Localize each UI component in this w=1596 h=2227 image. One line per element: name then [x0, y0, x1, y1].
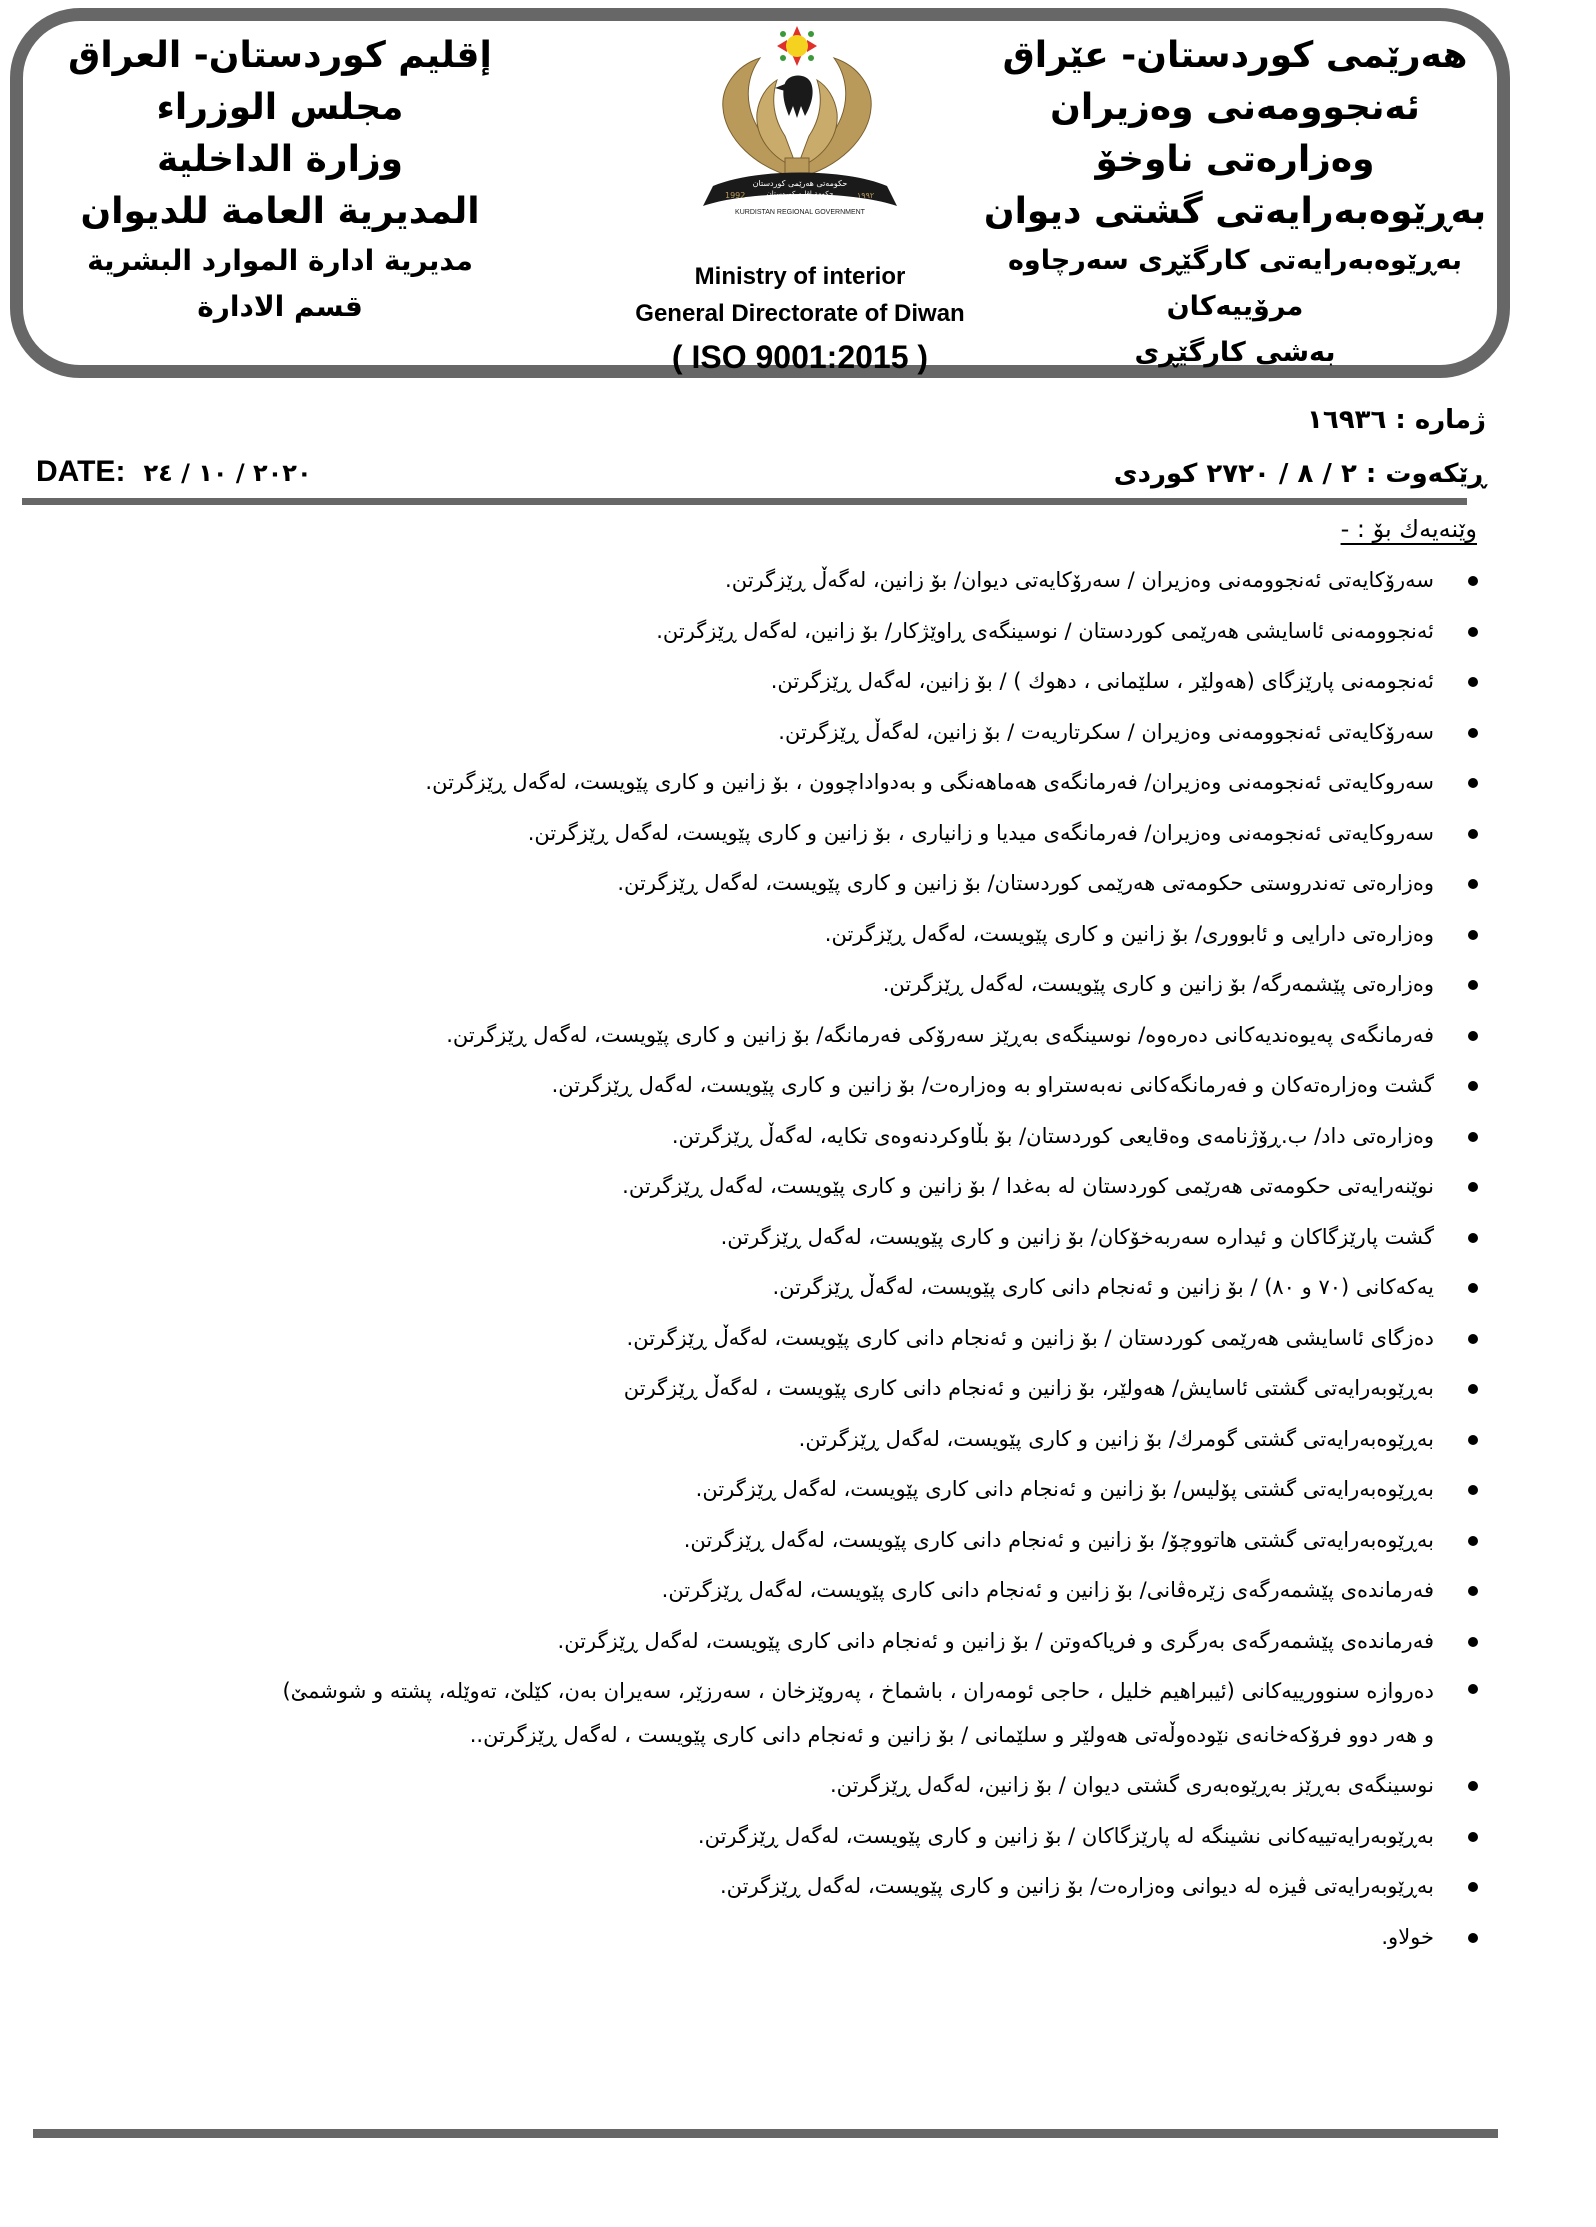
copy-to-item [6, 959, 1486, 1010]
copy-to-item [6, 656, 1486, 707]
bullet-icon [1468, 1485, 1478, 1495]
bullet-icon [1468, 1684, 1478, 1694]
copy-to-item-text: بەڕێوەبەرایەتی گشتی پۆلیس/ بۆ زانین و ئەنجام دانی کاری پێویست، لەگەل ڕێزگرتن. [695, 1477, 1434, 1501]
copy-to-item-text: وەزارەتی داد/ ب.ڕۆژنامەی وەقایعی کوردستان/ بۆ بڵاوکردنەوەی تکایە، لەگەڵ ڕێزگرتن. [671, 1123, 1434, 1148]
arabic-region: إقليم كوردستان- العراق [68, 35, 492, 76]
copy-to-item [6, 808, 1486, 859]
ministry-name-english: Ministry of interior [694, 263, 906, 290]
kurdistan-regional-government-emblem-icon [685, 18, 915, 218]
copy-to-item [6, 1414, 1486, 1465]
copy-to-item-text: وەزارەتی تەندروستی حکومەتی هەرێمی کوردستان/ بۆ زانین و کاری پێویست، لەگەل ڕێزگرتن. [617, 871, 1434, 895]
kurdish-date: ڕێکەوت : ٢ / ٨ / ٢٧٢٠ کوردی [1113, 459, 1486, 489]
kurdish-ministry: وەزارەتی ناوخۆ [1095, 139, 1375, 180]
copy-to-item-text: بەڕێوبەرایەتی ڤیزە لە دیوانی وەزارەت/ بۆ زانین و کاری پێویست، لەگەل ڕێزگرتن. [720, 1874, 1434, 1898]
copy-to-item-text: وەزارەتی پێشمەرگە/ بۆ زانین و کاری پێویست، لەگەل ڕێزگرتن. [882, 972, 1434, 996]
copy-to-item-text: ئەنجومەنی پارێزگای (هەولێر ، سلێمانی ، دهوك ) / بۆ زانین، لەگەل ڕێزگرتن. [770, 669, 1434, 693]
arabic-directorate: المديرية العامة للديوان [80, 191, 480, 232]
copy-to-item-text: بەڕێوبەرایەتی گشتی ئاسایش/ هەولێر، بۆ زانین و ئەنجام دانی کاری پێویست ، لەگەڵ ڕێزگرتن [623, 1376, 1434, 1400]
kurdish-region: هەرێمی کوردستان- عێراق [1002, 35, 1468, 76]
copy-to-item [6, 1464, 1486, 1515]
bullet-icon [1468, 1435, 1478, 1445]
copy-to-item-text: گشت وەزارەتەکان و فەرمانگەکانی نەبەستراو بە وەزارەت/ بۆ زانین و کاری پێویست، لەگەل ڕێزگرتن. [551, 1073, 1434, 1097]
kurdish-section: بەشی کارگێڕی [1134, 337, 1336, 368]
ribbon-banner [703, 173, 897, 217]
arabic-hr-directorate: مديرية ادارة الموارد البشرية [87, 244, 473, 277]
copy-to-item [6, 1861, 1486, 1912]
letterhead-center [590, 18, 1010, 380]
emblem-ribbon-arabic: حكومة إقليم كوردستان [766, 190, 834, 198]
emblem-year-left: 1992 [725, 191, 746, 200]
emblem-year-right: ١٩٩٢ [857, 191, 875, 200]
copy-to-item [6, 1111, 1486, 1162]
copy-to-item [6, 1565, 1486, 1616]
copy-to-item-text: ئەنجوومەنی ئاسایشی هەرێمی کوردستان / نوسینگەی ڕاوێژکار/ بۆ زانین، لەگەل ڕێزگرتن. [656, 618, 1434, 643]
bullet-icon [1468, 1182, 1478, 1192]
bullet-icon [1468, 1334, 1478, 1344]
bullet-icon [1468, 778, 1478, 788]
bullet-icon [1468, 829, 1478, 839]
kurdish-directorate: بەڕێوەبەرایەتی گشتی دیوان [983, 191, 1487, 232]
copy-to-item [6, 909, 1486, 960]
reference-block [1114, 398, 1486, 496]
copy-to-item [6, 1760, 1486, 1811]
letterhead-arabic [65, 30, 495, 330]
bullet-icon [1468, 1586, 1478, 1596]
copy-to-item [6, 1811, 1486, 1862]
iso-certification: ( ISO 9001:2015 ) [671, 339, 929, 375]
bullet-icon [1468, 1384, 1478, 1394]
copy-to-item-text: نوێنەرایەتی حکومەتی هەرێمی کوردستان لە بەغدا / بۆ زانین و کاری پێویست، لەگەل ڕێزگرتن. [622, 1174, 1434, 1198]
bullet-icon [1468, 1781, 1478, 1791]
arabic-section: قسم الادارة [197, 290, 363, 323]
bullet-icon [1468, 677, 1478, 687]
divider-bottom [33, 2129, 1498, 2138]
bullet-icon [1468, 576, 1478, 586]
copy-to-item [6, 606, 1486, 657]
copy-to-item-text: فەرماندەی پێشمەرگەی زێرەڤانی/ بۆ زانین و ئەنجام دانی کاری پێویست، لەگەل ڕێزگرتن. [661, 1578, 1434, 1602]
copy-to-item-text: سەرۆکایەتی ئەنجوومەنی وەزیران / سەرۆکایەتی دیوان/ بۆ زانین، لەگەڵ ڕێزگرتن. [725, 568, 1434, 592]
copy-to-item-text: یەکەکانی (٧٠ و ٨٠) / بۆ زانین و ئەنجام دانی کاری پێویست، لەگەڵ ڕێزگرتن. [772, 1275, 1434, 1299]
copy-to-item [6, 1363, 1486, 1414]
bullet-icon [1468, 879, 1478, 889]
copy-to-item-text: خولاو. [1381, 1924, 1434, 1949]
bullet-icon [1468, 1933, 1478, 1943]
copy-to-item [6, 1060, 1486, 1111]
emblem-ribbon-kurdish: حکومەتی هەرێمی کوردستان [752, 179, 848, 188]
bullet-icon [1468, 1233, 1478, 1243]
directorate-name-english: General Directorate of Diwan [635, 300, 965, 327]
bullet-icon [1468, 1031, 1478, 1041]
copy-to-item-text: بەڕێوەبەرایەتی گشتی هاتووچۆ/ بۆ زانین و ئەنجام دانی کاری پێویست، لەگەل ڕێزگرتن. [683, 1527, 1434, 1552]
copy-to-item [6, 1262, 1486, 1313]
bullet-icon [1468, 930, 1478, 940]
sun-icon [777, 26, 817, 66]
copy-to-item-text: بەڕێوبەرایەتییەکانی نشینگە لە پارێزگاکان / بۆ زانین و کاری پێویست، لەگەل ڕێزگرتن. [697, 1823, 1434, 1848]
copy-to-item [6, 757, 1486, 808]
copy-to-item-text: نوسینگەی بەڕێز بەڕێوەبەری گشتی دیوان / بۆ زانین، لەگەل ڕێزگرتن. [829, 1773, 1434, 1797]
copy-to-item-text: دەروازە سنوورییەکانی (ئیبراهیم خلیل ، حاجی ئومەران ، باشماخ ، پەروێزخان ، سەرزێر، سەیران بەن، کێلێ، تەوێلە، پشتە و شوشمێ) [282, 1679, 1434, 1703]
copy-to-list [6, 555, 1486, 1962]
copy-to-item-text: وەزارەتی دارایی و ئابووری/ بۆ زانین و کاری پێویست، لەگەل ڕێزگرتن. [824, 921, 1434, 946]
bullet-icon [1468, 1132, 1478, 1142]
copy-to-item [6, 1912, 1486, 1963]
bullet-icon [1468, 1882, 1478, 1892]
letterhead-kurdish [960, 30, 1510, 376]
copy-to-item-text: فەرماندەی پێشمەرگەی بەرگری و فریاکەوتن / بۆ زانین و ئەنجام دانی کاری پێویست، لەگەل ڕێزگرتن. [557, 1628, 1434, 1653]
bullet-icon [1468, 728, 1478, 738]
reference-number: ژمارە : ١٦٩٣٦ [1306, 405, 1486, 435]
date-block [36, 455, 312, 489]
copy-to-item [6, 858, 1486, 909]
bullet-icon [1468, 627, 1478, 637]
copy-to-item-text: سەرۆکایەتی ئەنجوومەنی وەزیران / سکرتاریەت / بۆ زانین، لەگەڵ ڕێزگرتن. [778, 719, 1434, 744]
arabic-ministry: وزارة الداخلية [156, 139, 404, 180]
copy-to-item [6, 1666, 1486, 1760]
copy-to-item-text: دەزگای ئاسایشی هەرێمی کوردستان / بۆ زانین و ئەنجام دانی کاری پێویست، لەگەڵ ڕێزگرتن. [626, 1325, 1434, 1350]
copy-to-item-text: بەڕێوەبەرایەتی گشتی گومرك/ بۆ زانین و کاری پێویست، لەگەل ڕێزگرتن. [798, 1426, 1434, 1451]
copy-to-item [6, 1212, 1486, 1263]
eagle-head-icon [775, 76, 813, 119]
bullet-icon [1468, 1081, 1478, 1091]
copy-to-item-text: گشت پارێزگاکان و ئیدارە سەربەخۆکان/ بۆ زانین و کاری پێویست، لەگەل ڕێزگرتن. [720, 1224, 1434, 1249]
copy-to-item [6, 1161, 1486, 1212]
bullet-icon [1468, 1536, 1478, 1546]
date-label: DATE: [36, 455, 126, 488]
copy-to-item [6, 1616, 1486, 1667]
bullet-icon [1468, 1832, 1478, 1842]
copy-to-item [6, 1313, 1486, 1364]
bullet-icon [1468, 1283, 1478, 1293]
kurdish-council: ئەنجوومەنی وەزیران [1050, 87, 1420, 128]
bullet-icon [1468, 1637, 1478, 1647]
copy-to-item [6, 1010, 1486, 1061]
copy-to-item-text: و هەر دوو فرۆکەخانەی نێودەوڵەتی هەولێر و سلێمانی / بۆ زانین و ئەنجام دانی کاری پێویست ، لەگەل ڕێزگرتن.. [469, 1723, 1434, 1747]
date-value: ٢٠٢٠ / ١٠ / ٢٤ [143, 459, 312, 487]
copy-to-item [6, 707, 1486, 758]
copy-to-item [6, 555, 1486, 606]
copy-to-heading: وێنەیەك بۆ : - [1340, 515, 1477, 543]
bullet-icon [1468, 980, 1478, 990]
copy-to-item-text: سەروکایەتی ئەنجومەنی وەزیران/ فەرمانگەی میدیا و زانیاری ، بۆ زانین و کاری پێویست، لەگەل ڕێزگرتن. [527, 820, 1434, 845]
copy-to-item-text: سەروکایەتی ئەنجومەنی وەزیران/ فەرمانگەی هەماهەنگی و بەدواداچوون ، بۆ زانین و کاری پێویست، لەگەل ڕێزگرتن. [425, 770, 1434, 794]
kurdish-hr-directorate: بەڕێوەبەرایەتی کارگێڕی سەرچاوە مرۆییەکان [1007, 245, 1463, 322]
arabic-council: مجلس الوزراء [156, 87, 404, 128]
emblem-ribbon-english: KURDISTAN REGIONAL GOVERNMENT [735, 209, 865, 216]
copy-to-item [6, 1515, 1486, 1566]
divider-top [22, 498, 1467, 505]
copy-to-item-text: فەرمانگەی پەیوەندیەکانی دەرەوە/ نوسینگەی بەڕێز سەرۆکی فەرمانگە/ بۆ زانین و کاری پێویست، لەگەل ڕێزگرتن. [446, 1022, 1434, 1047]
